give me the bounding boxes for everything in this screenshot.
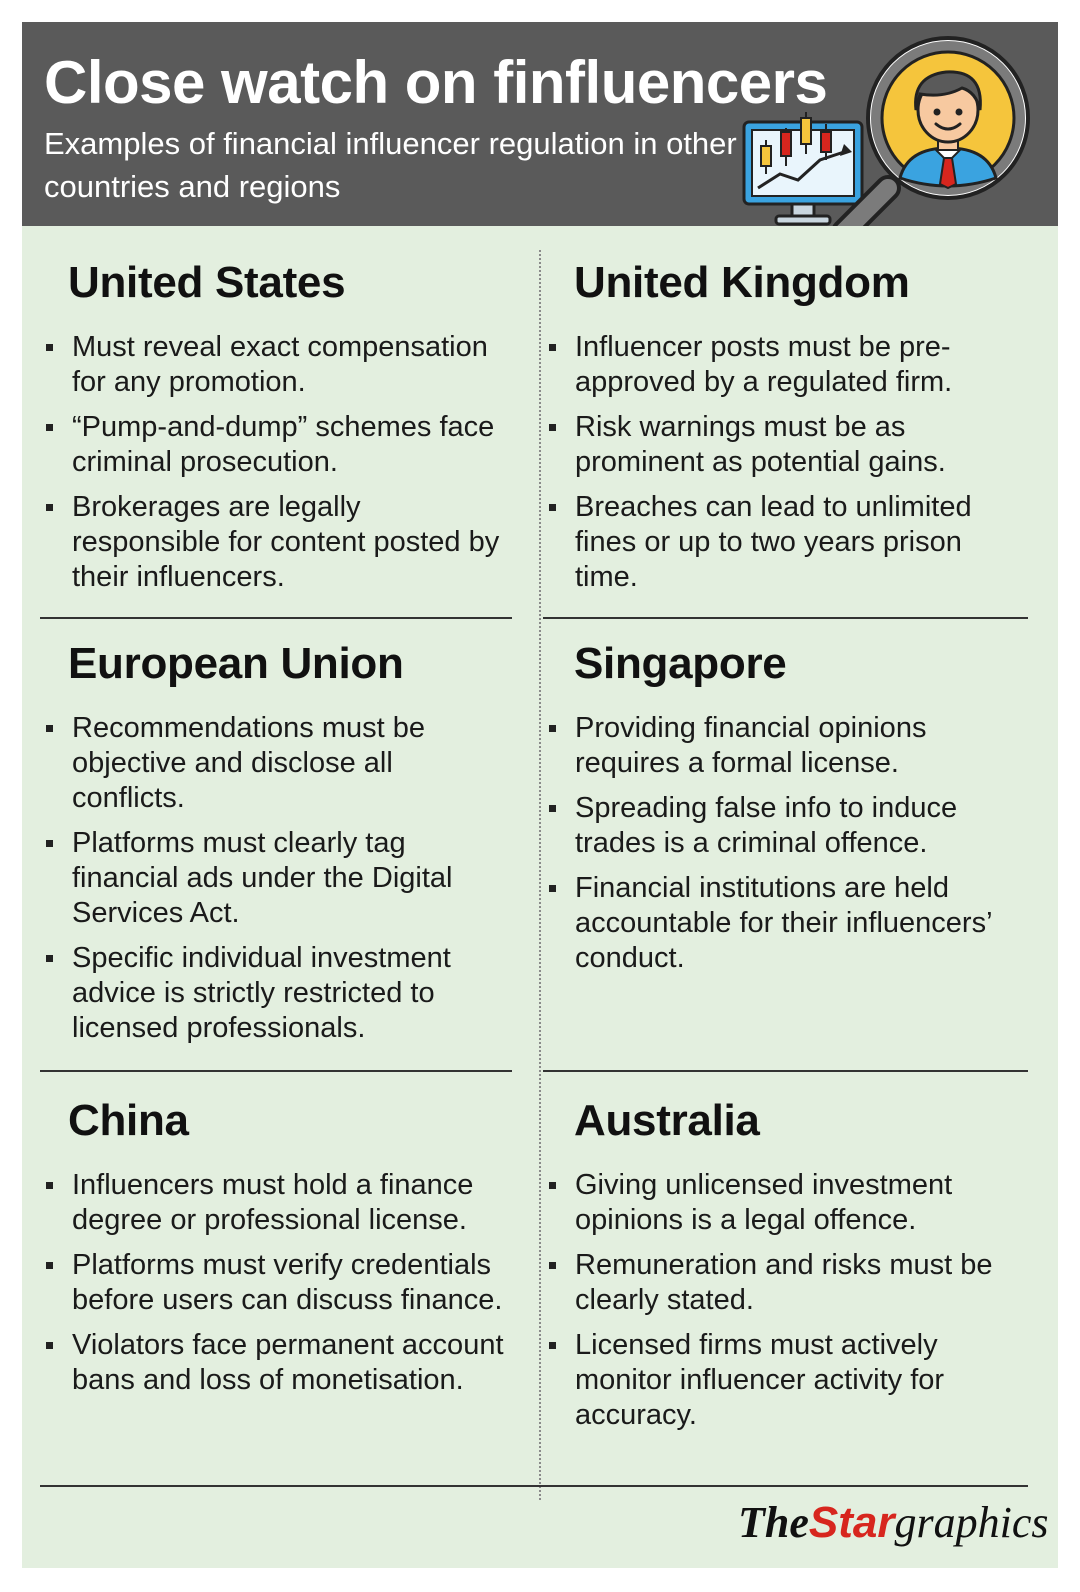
list-item: Providing financial opinions requires a formal license.	[547, 711, 1007, 781]
row-divider	[543, 617, 1028, 619]
list-item: Financial institutions are held accountable for their influencers’ conduct.	[547, 871, 1007, 976]
region-european-union	[44, 637, 504, 1056]
logo-star: Star	[808, 1498, 895, 1547]
list-item: Licensed firms must actively monitor influencer activity for accuracy.	[547, 1328, 1007, 1433]
region-points	[547, 330, 1007, 595]
row-divider	[40, 1070, 512, 1072]
list-item: Giving unlicensed investment opinions is a legal offence.	[547, 1168, 1007, 1238]
list-item: Must reveal exact compensation for any promotion.	[44, 330, 504, 400]
logo-graphics: graphics	[894, 1498, 1049, 1547]
region-united-states	[44, 256, 504, 605]
list-item: Influencers must hold a finance degree or professional license.	[44, 1168, 504, 1238]
footer-divider	[40, 1485, 1028, 1487]
magnifier-person-chart-icon	[740, 28, 1050, 246]
region-title: European Union	[68, 639, 404, 688]
column-divider	[539, 250, 541, 1500]
region-title: Australia	[574, 1096, 760, 1145]
list-item: Recommendations must be objective and disclose all conflicts.	[44, 711, 504, 816]
row-divider	[40, 617, 512, 619]
list-item: “Pump-and-dump” schemes face criminal prosecution.	[44, 410, 504, 480]
list-item: Violators face permanent account bans and loss of monetisation.	[44, 1328, 504, 1398]
region-title: United Kingdom	[574, 258, 910, 307]
region-singapore	[547, 637, 1007, 986]
list-item: Influencer posts must be pre-approved by a regulated firm.	[547, 330, 1007, 400]
list-item: Brokerages are legally responsible for content posted by their influencers.	[44, 490, 504, 595]
the-star-graphics-logo	[738, 1496, 1048, 1550]
logo-the: The	[738, 1498, 809, 1547]
region-title: China	[68, 1096, 189, 1145]
monitor-chart-icon	[744, 112, 862, 224]
region-points	[547, 711, 1007, 976]
region-points	[44, 330, 504, 595]
list-item: Specific individual investment advice is strictly restricted to licensed professionals.	[44, 941, 504, 1046]
row-divider	[543, 1070, 1028, 1072]
page-subtitle: Examples of financial influencer regulation in other countries and regions	[44, 126, 737, 204]
region-title: United States	[68, 258, 346, 307]
region-points	[547, 1168, 1007, 1433]
region-points	[44, 1168, 504, 1398]
list-item: Remuneration and risks must be clearly stated.	[547, 1248, 1007, 1318]
list-item: Platforms must clearly tag financial ads under the Digital Services Act.	[44, 826, 504, 931]
list-item: Risk warnings must be as prominent as potential gains.	[547, 410, 1007, 480]
list-item: Spreading false info to induce trades is a criminal offence.	[547, 791, 1007, 861]
region-australia	[547, 1094, 1007, 1443]
region-points	[44, 711, 504, 1046]
page-title: Close watch on finfluencers	[44, 49, 828, 116]
list-item: Breaches can lead to unlimited fines or up to two years prison time.	[547, 490, 1007, 595]
region-title: Singapore	[574, 639, 787, 688]
region-china	[44, 1094, 504, 1408]
region-united-kingdom	[547, 256, 1007, 605]
list-item: Platforms must verify credentials before users can discuss finance.	[44, 1248, 504, 1318]
